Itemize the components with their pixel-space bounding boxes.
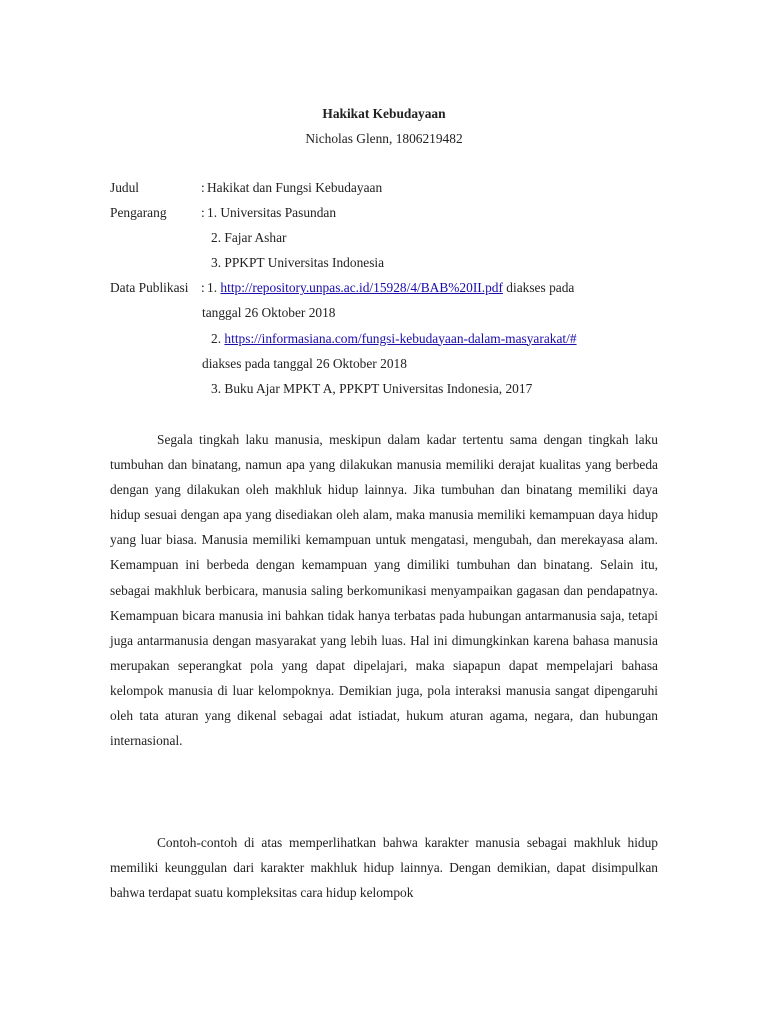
publikasi-item-2-continuation: diakses pada tanggal 26 Oktober 2018 <box>202 355 407 371</box>
pengarang-label: Pengarang <box>110 205 167 221</box>
judul-colon: : <box>201 180 205 195</box>
publikasi-item-1-continuation: tanggal 26 Oktober 2018 <box>202 305 336 321</box>
publikasi-item-2 <box>211 326 577 351</box>
publikasi-link-1[interactable]: http://repository.unpas.ac.id/15928/4/BAB%20II.pdf <box>220 280 503 296</box>
meta-row-pengarang-2 <box>110 225 658 250</box>
meta-row-publikasi-2b <box>110 351 658 376</box>
judul-label: Judul <box>110 180 140 195</box>
publikasi-label: Data Publikasi <box>110 280 189 296</box>
meta-row-judul <box>110 175 658 200</box>
pengarang-item-3: 3. PPKPT Universitas Indonesia <box>211 255 385 271</box>
publikasi-item-1 <box>207 275 574 300</box>
meta-row-publikasi <box>110 275 658 300</box>
publikasi-item-3: 3. Buku Ajar MPKT A, PPKPT Universitas Indonesia, 2017 <box>211 380 533 396</box>
publikasi-item-1-number: 1. <box>207 280 218 296</box>
body-paragraph-1: Segala tingkah laku manusia, meskipun dalam kadar tertentu sama dengan tingkah laku tumbuhan dan binatang, namun apa yang dilakukan manusia memiliki derajat kualitas yang berbeda dengan yang dilakukan oleh makhluk hidup lainnya. Jika tumbuhan dan binatang memiliki daya hidup sesuai dengan apa yang disediakan oleh alam, maka manusia memiliki kemampuan daya hidup yang luar biasa. Manusia memiliki kemampuan untuk mengatasi, mengubah, dan merekayasa alam. Kemampuan ini berbeda dengan kemampuan yang dimiliki tumbuhan dan binatang. Selain itu, sebagai makhluk berbicara, manusia saling berkomunikasi menyampaikan gagasan dan pendapatnya. Kemampuan bicara manusia ini bahkan tidak hanya terbatas pada hubungan antarmanusia saja, tetapi juga antarmanusia dengan masyarakat yang lebih luas. Hal ini dimungkinkan karena bahasa manusia merupakan seperangkat pola yang dapat dipelajari, maka siapapun dapat mempelajari bahasa kelompok manusia di luar kelompoknya. Demikian juga, pola interaksi manusia sangat dipengaruhi oleh tata aturan yang dikenal sebagai adat istiadat, hukum aturan agama, negara, dan hubungan internasional. <box>110 432 658 749</box>
pengarang-item-1: 1. Universitas Pasundan <box>207 205 337 221</box>
meta-row-publikasi-1b <box>110 300 658 325</box>
publikasi-item-1-suffix: diakses pada <box>506 280 575 296</box>
meta-row-pengarang-3 <box>110 250 658 275</box>
document-author: Nicholas Glenn, 1806219482 <box>305 131 463 146</box>
meta-row-publikasi-2 <box>110 326 658 351</box>
pengarang-item-2: 2. Fajar Ashar <box>211 230 287 246</box>
publikasi-link-2[interactable]: https://informasiana.com/fungsi-kebudayaan-dalam-masyarakat/# <box>224 330 577 346</box>
metadata-block <box>110 175 658 401</box>
body-paragraph-2: Contoh-contoh di atas memperlihatkan bahwa karakter manusia sebagai makhluk hidup memiliki keunggulan dari karakter makhluk hidup lainnya. Dengan demikian, dapat disimpulkan bahwa terdapat suatu kompleksitas cara hidup kelompok <box>110 835 658 901</box>
meta-row-publikasi-3 <box>110 376 658 401</box>
document-title: Hakikat Kebudayaan <box>322 106 446 121</box>
publikasi-colon: : <box>201 280 205 296</box>
judul-value: Hakikat dan Fungsi Kebudayaan <box>207 180 383 195</box>
publikasi-item-2-number: 2. <box>211 330 222 346</box>
meta-row-pengarang <box>110 200 658 225</box>
pengarang-colon: : <box>201 205 205 221</box>
